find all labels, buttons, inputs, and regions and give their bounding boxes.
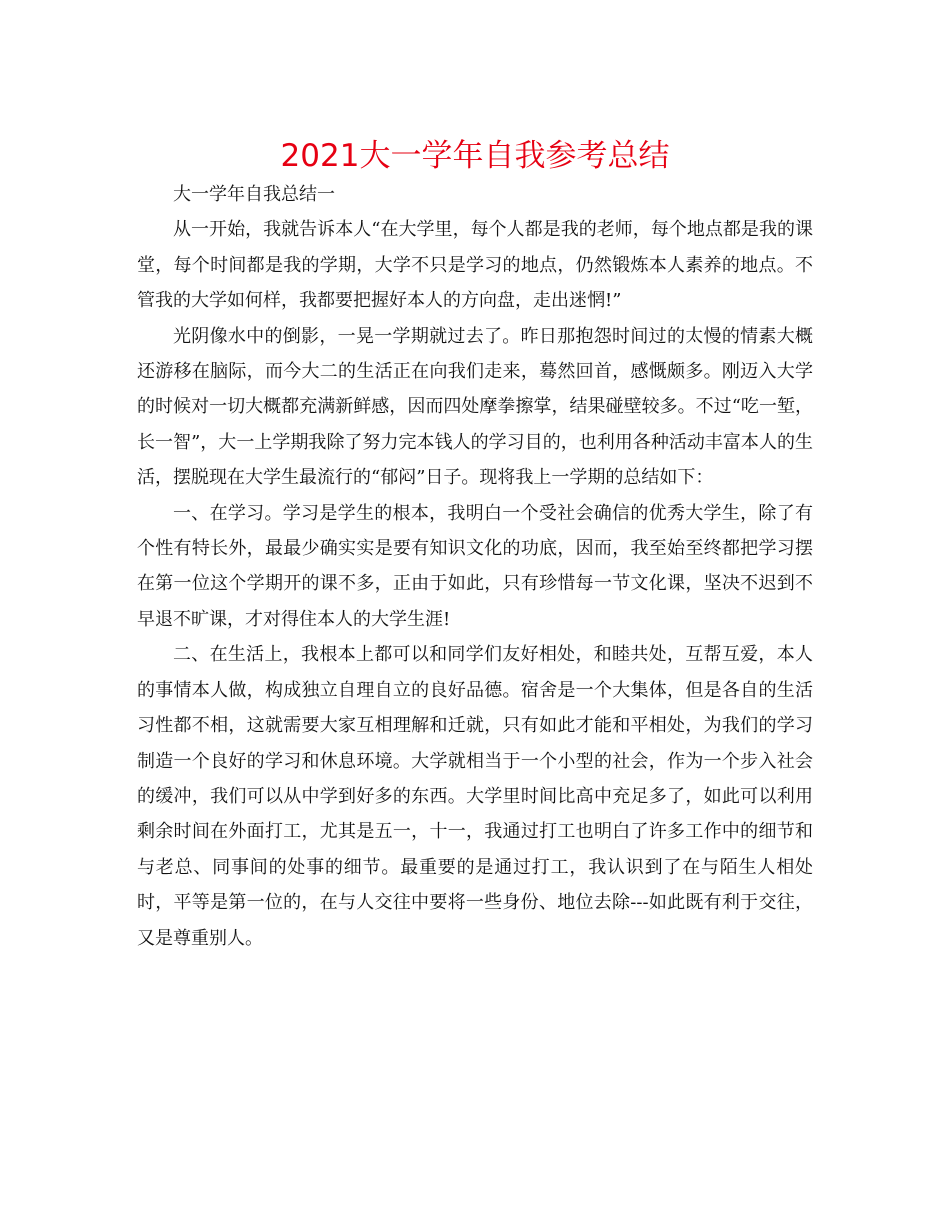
paragraph: 从一开始，我就告诉本人“在大学里，每个人都是我的老师，每个地点都是我的课堂，每个时间都是我的学期，大学不只是学习的地点，仍然锻炼本人素养的地点。不管我的大学如何样，我都要把握好本人的方向盘，走出迷惘!” — [137, 219, 813, 312]
paragraph: 一、在学习。学习是学生的根本，我明白一个受社会确信的优秀大学生，除了有个性有特长外，最最少确实实是要有知识文化的功底，因而，我至始至终都把学习摆在第一位这个学期开的课不多，正由于如此，只有珍惜每一节文化课，坚决不迟到不早退不旷课，才对得住本人的大学生涯! — [137, 502, 813, 630]
paragraph: 二、在生活上，我根本上都可以和同学们友好相处，和睦共处，互帮互爱，本人的事情本人做，构成独立自理自立的良好品德。宿舍是一个大集体，但是各自的生活习性都不相，这就需要大家互相理解和迁就，只有如此才能和平相处，为我们的学习制造一个良好的学习和休息环境。大学就相当于一个小型的社会，作为一个步入社会的缓冲，我们可以从中学到好多的东西。大学里时间比高中充足多了，如此可以利用剩余时间在外面打工，尤其是五一，十一，我通过打工也明白了许多工作中的细节和与老总、同事间的处事的细节。最重要的是通过打工，我认识到了在与陌生人相处时，平等是第一位的，在与人交往中要将一些身份、地位去除---如此既有利于交往，又是尊重别人。 — [137, 644, 813, 949]
section-heading: 大一学年自我总结一 — [173, 184, 335, 205]
paragraph: 光阴像水中的倒影，一晃一学期就过去了。昨日那抱怨时间过的太慢的情素大概还游移在脑际，而今大二的生活正在向我们走来，蓦然回首，感慨颇多。刚迈入大学的时候对一切大概都充满新鲜感，因而四处摩拳擦掌，结果碰壁较多。不过“吃一堑，长一智”，大一上学期我除了努力完本钱人的学习目的，也利用各种活动丰富本人的生活，摆脱现在大学生最流行的“郁闷”日子。现将我上一学期的总结如下： — [137, 325, 813, 489]
document-title: 2021大一学年自我参考总结 — [280, 138, 670, 174]
document-body — [137, 177, 813, 956]
